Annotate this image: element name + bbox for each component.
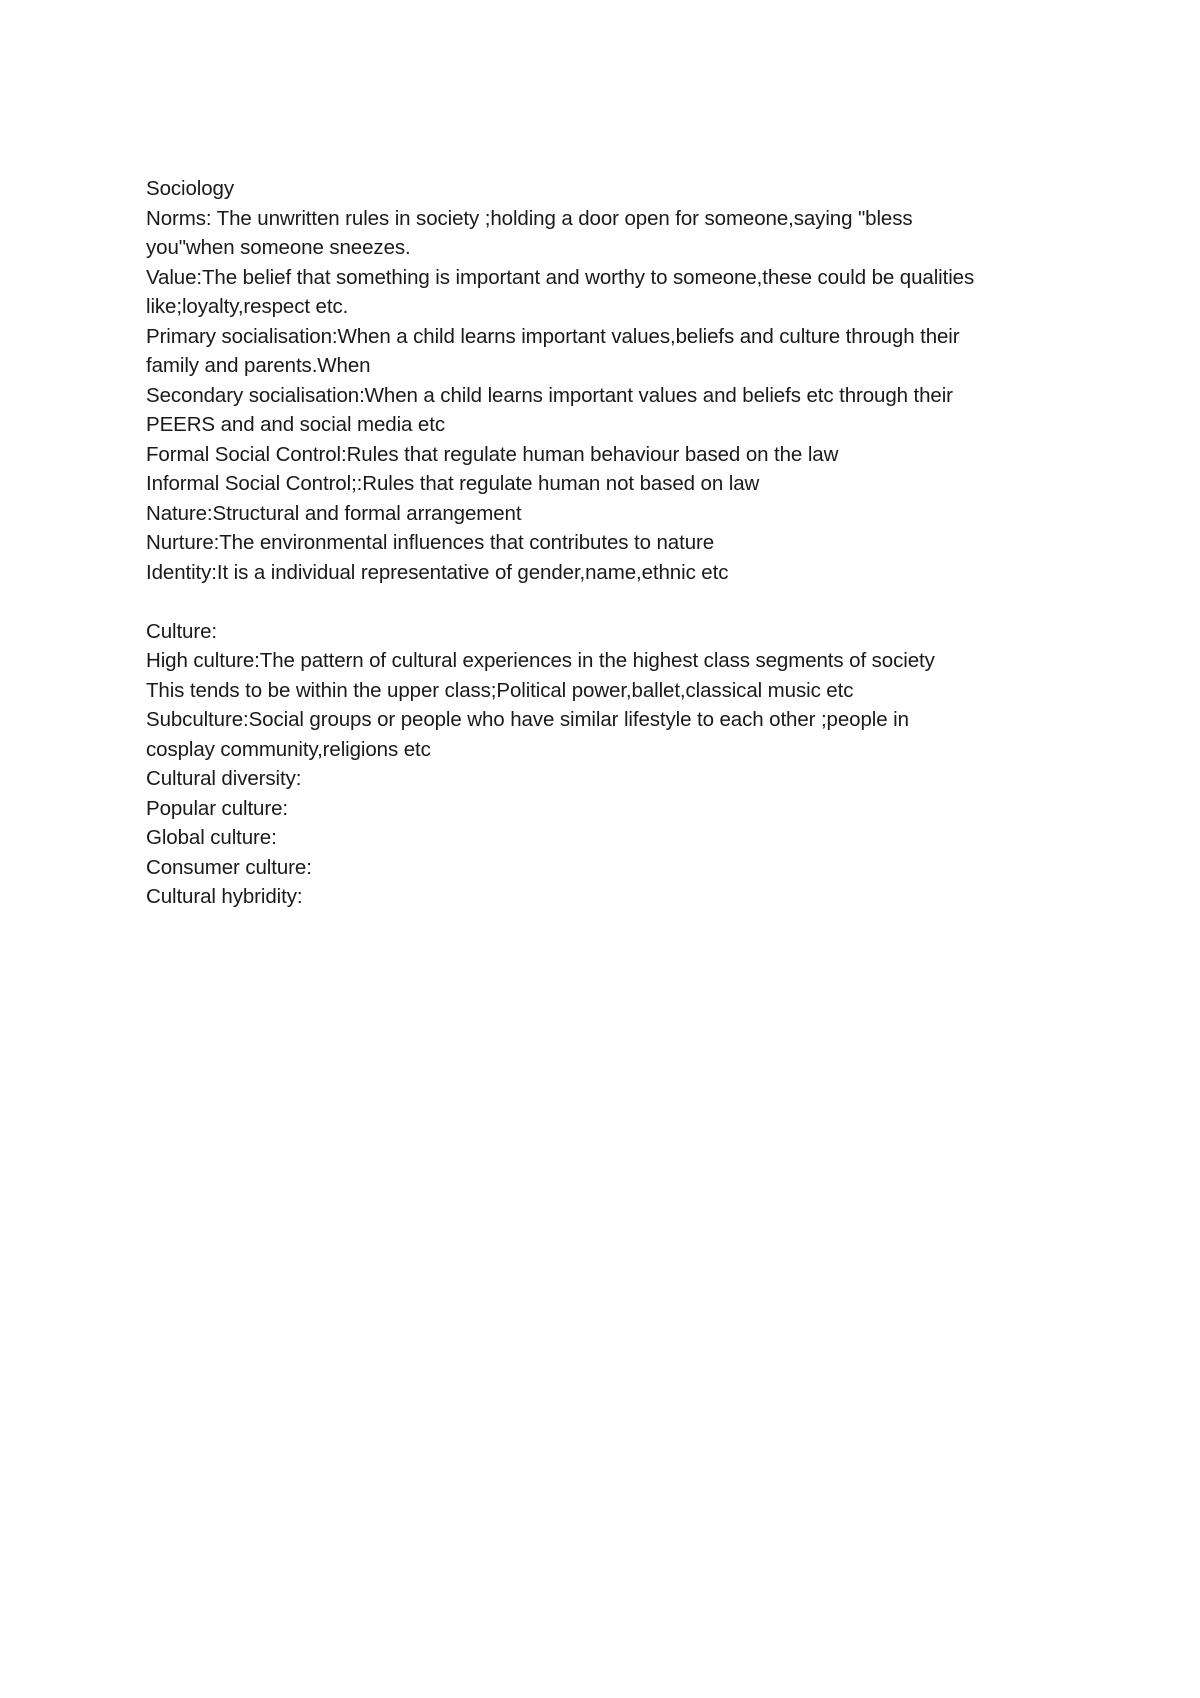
- definition-line: Formal Social Control:Rules that regulate human behaviour based on the law: [146, 442, 839, 466]
- culture-line: High culture:The pattern of cultural experiences in the highest class segments of society: [146, 649, 935, 672]
- definition-informal-social-control: [146, 469, 1076, 499]
- definition-line: Value:The belief that something is important and worthy to someone,these could be qualities: [146, 265, 975, 289]
- definition-line: Identity:It is a individual representative of gender,name,ethnic etc: [146, 560, 729, 584]
- definition-line: Secondary socialisation:When a child learns important values and beliefs etc through their: [146, 383, 953, 407]
- culture-line: Consumer culture:: [146, 855, 312, 879]
- definition-line: Nature:Structural and formal arrangement: [146, 501, 522, 525]
- definition-identity: [146, 558, 1076, 588]
- blank-line: [146, 587, 1076, 617]
- culture-line: Cultural hybridity:: [146, 885, 303, 908]
- culture-item-cultural-hybridity: [146, 882, 1076, 912]
- culture-heading: Culture:: [146, 619, 217, 643]
- definition-primary-socialisation: [146, 322, 1076, 381]
- culture-line: cosplay community,religions etc: [146, 737, 431, 761]
- culture-item-subculture: [146, 705, 1076, 764]
- definition-formal-social-control: [146, 440, 1076, 470]
- definition-line: you"when someone sneezes.: [146, 236, 411, 259]
- culture-line: This tends to be within the upper class;Political power,ballet,classical music etc: [146, 678, 854, 702]
- culture-item-cultural-diversity: [146, 764, 1076, 794]
- definition-line: Primary socialisation:When a child learns important values,beliefs and culture through their: [146, 324, 960, 348]
- culture-item-popular-culture: [146, 794, 1076, 824]
- document-title: Sociology: [146, 177, 234, 200]
- definition-norms: [146, 204, 1076, 263]
- culture-line: Popular culture:: [146, 796, 288, 820]
- culture-item-high-culture: [146, 646, 1076, 705]
- definition-line: Norms: The unwritten rules in society ;holding a door open for someone,saying "bless: [146, 206, 913, 230]
- definition-line: Nurture:The environmental influences that contributes to nature: [146, 531, 715, 554]
- definition-value: [146, 263, 1076, 322]
- definition-line: Informal Social Control;:Rules that regulate human not based on law: [146, 472, 760, 495]
- culture-line: Cultural diversity:: [146, 767, 302, 790]
- definition-nurture: [146, 528, 1076, 558]
- document-body: [146, 174, 1076, 912]
- definition-line: PEERS and and social media etc: [146, 413, 445, 436]
- definition-line: family and parents.When: [146, 354, 371, 377]
- definition-secondary-socialisation: [146, 381, 1076, 440]
- culture-line: Subculture:Social groups or people who have similar lifestyle to each other ;people in: [146, 708, 909, 731]
- culture-item-consumer-culture: [146, 853, 1076, 883]
- definition-nature: [146, 499, 1076, 529]
- culture-item-global-culture: [146, 823, 1076, 853]
- culture-line: Global culture:: [146, 826, 277, 849]
- definition-line: like;loyalty,respect etc.: [146, 295, 349, 318]
